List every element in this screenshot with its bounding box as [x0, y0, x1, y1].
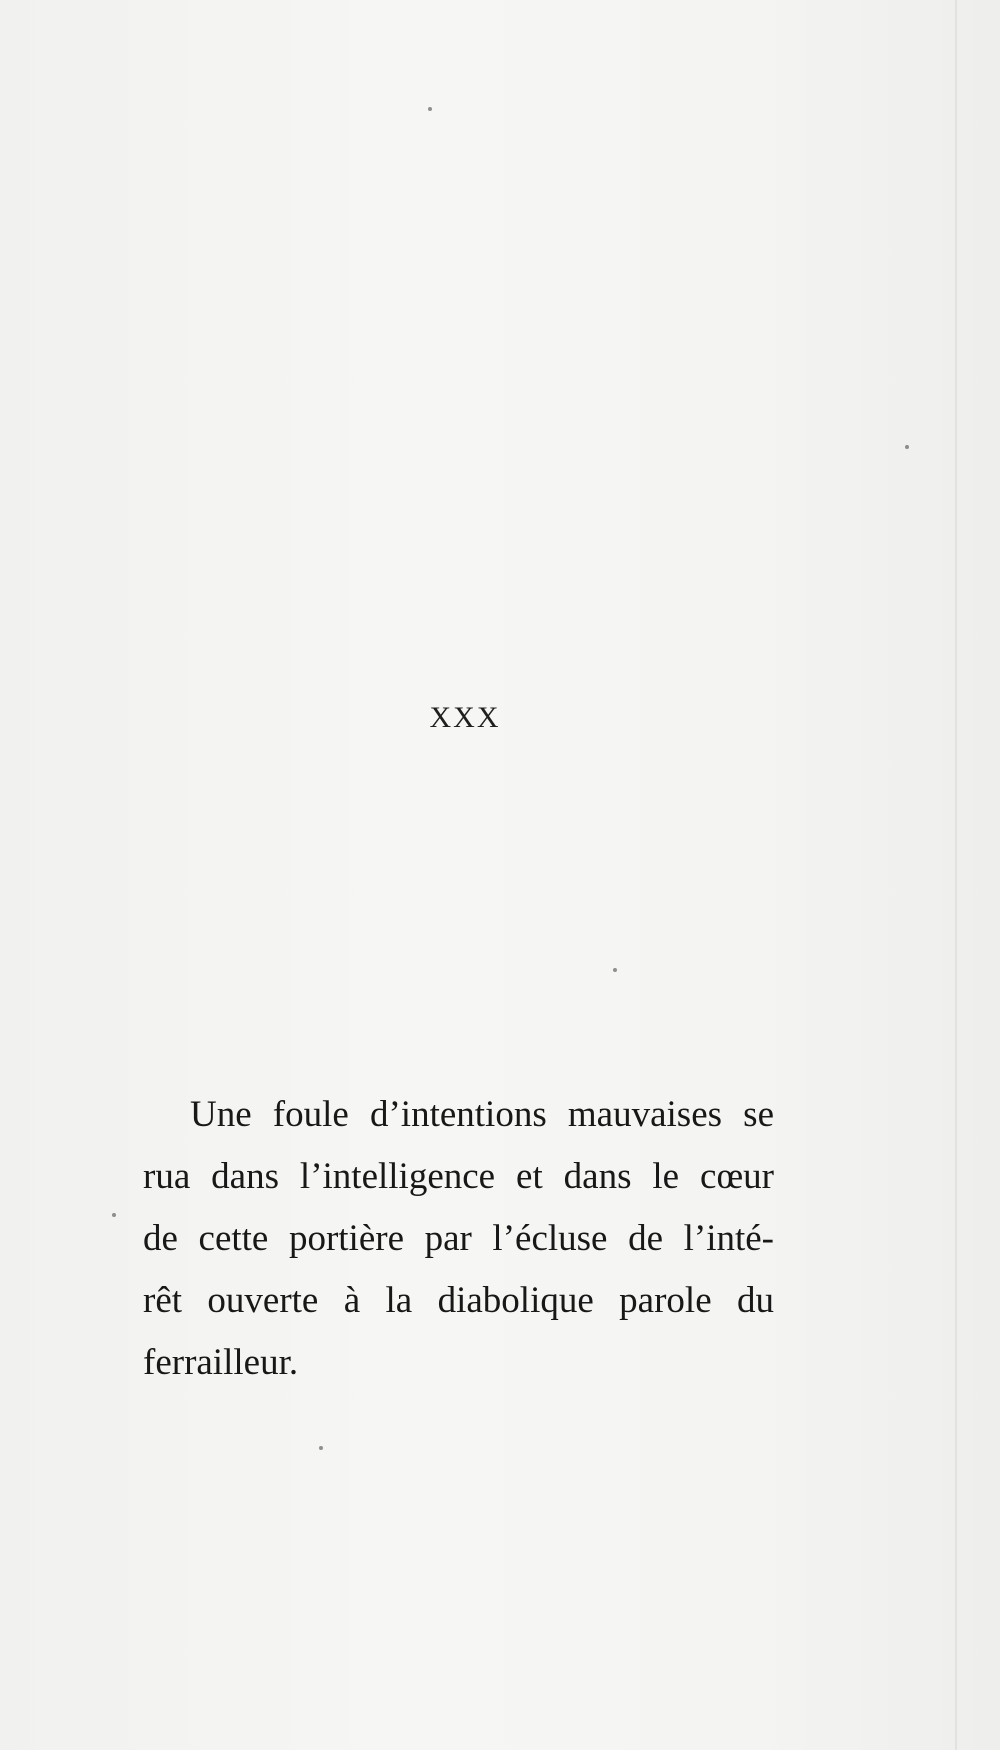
page-edge	[955, 0, 957, 1750]
paper-speck	[905, 445, 909, 449]
paragraph-line: rua dans l’intelligence et dans le cœur	[143, 1156, 774, 1197]
paper-speck	[613, 968, 617, 972]
paragraph-line: Une foule d’intentions mauvaises se	[190, 1094, 774, 1135]
paragraph-line: de cette portière par l’écluse de l’inté-	[143, 1218, 774, 1259]
paper-speck	[319, 1446, 323, 1450]
paper-speck	[428, 107, 432, 111]
paragraph-line: ferrailleur.	[143, 1342, 299, 1383]
paper-speck	[112, 1213, 116, 1217]
paragraph-line: rêt ouverte à la diabolique parole du	[143, 1280, 774, 1321]
chapter-heading: XXX	[429, 701, 501, 734]
chapter-paragraph	[143, 1084, 774, 1424]
show-through-header	[150, 182, 790, 222]
